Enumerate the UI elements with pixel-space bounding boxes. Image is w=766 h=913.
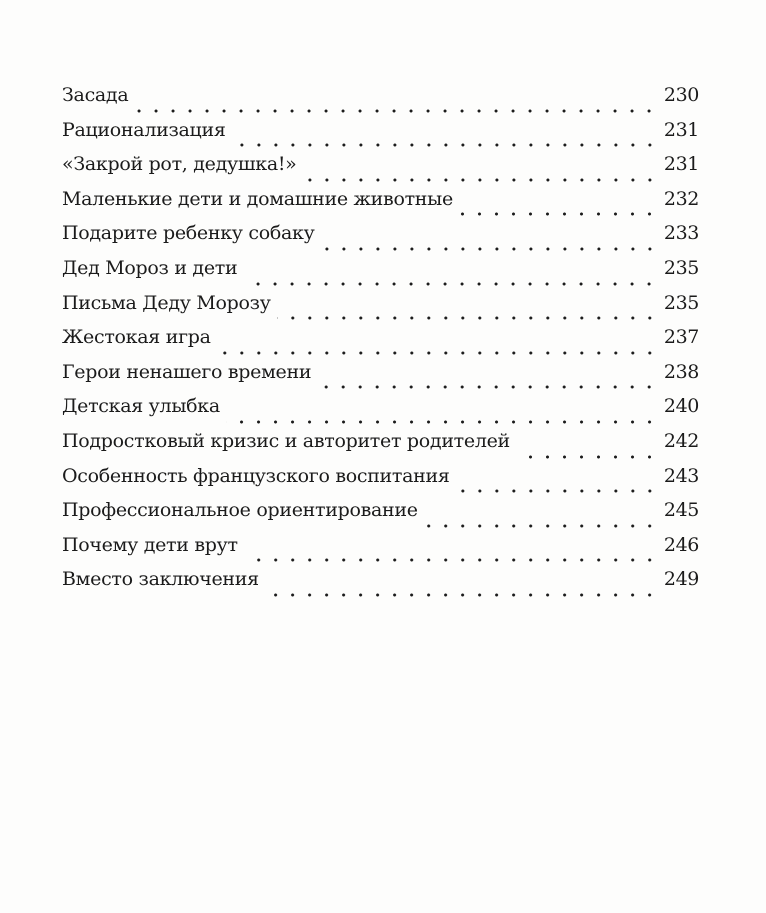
toc-entry-page: 231: [663, 153, 699, 176]
toc-dot-leader: [424, 524, 658, 528]
toc-entry: [62, 568, 699, 603]
toc-dot-leader: [277, 316, 658, 320]
toc-entry: [62, 465, 699, 500]
toc-entry: [62, 361, 699, 396]
toc-entry-page: 235: [663, 256, 699, 279]
toc-dot-leader: [459, 212, 658, 216]
toc-dot-leader: [226, 420, 658, 424]
toc-entry-page: 232: [663, 187, 699, 210]
table-of-contents: [62, 84, 699, 603]
toc-entry-page: 235: [663, 291, 699, 314]
toc-entry-title: Письма Деду Морозу: [62, 291, 271, 314]
toc-dot-leader: [317, 385, 658, 389]
toc-entry: [62, 84, 699, 119]
toc-entry-page: 243: [663, 464, 699, 487]
toc-entry-page: 237: [663, 326, 699, 349]
toc-dot-leader: [244, 558, 658, 562]
toc-dot-leader: [265, 593, 658, 597]
toc-entry-page: 233: [663, 222, 699, 245]
toc-dot-leader: [321, 247, 658, 251]
toc-entry-title: Почему дети врут: [62, 533, 238, 556]
toc-entry-page: 240: [663, 395, 699, 418]
toc-entry-page: 249: [663, 568, 699, 591]
toc-entry-title: Подростковый кризис и авторитет родителей: [62, 429, 510, 452]
toc-entry-title: Детская улыбка: [62, 395, 220, 418]
toc-entry-title: Маленькие дети и домашние животные: [62, 187, 453, 210]
toc-entry-title: Рационализация: [62, 118, 226, 141]
toc-entry: [62, 534, 699, 569]
toc-entry-page: 231: [663, 118, 699, 141]
toc-entry-title: Подарите ребенку собаку: [62, 222, 315, 245]
toc-dot-leader: [232, 143, 658, 147]
toc-entry: [62, 395, 699, 430]
toc-dot-leader: [456, 489, 658, 493]
toc-entry-page: 242: [663, 429, 699, 452]
toc-entry-title: Жестокая игра: [62, 326, 211, 349]
toc-entry: [62, 153, 699, 188]
toc-entry-title: Засада: [62, 84, 129, 106]
toc-entry-title: Дед Мороз и дети: [62, 256, 238, 279]
toc-entry-page: 230: [663, 84, 699, 106]
toc-entry: [62, 188, 699, 223]
toc-entry-title: Профессиональное ориентирование: [62, 499, 418, 522]
toc-dot-leader: [243, 282, 658, 286]
toc-entry: [62, 292, 699, 327]
toc-entry: [62, 257, 699, 292]
toc-entry-page: 246: [663, 533, 699, 556]
toc-entry-title: Особенность французского воспитания: [62, 464, 450, 487]
toc-entry-page: 238: [663, 360, 699, 383]
toc-entry-page: 245: [663, 499, 699, 522]
toc-dot-leader: [217, 351, 658, 355]
toc-entry-title: Вместо заключения: [62, 568, 259, 591]
toc-entry: [62, 119, 699, 154]
toc-entry: [62, 222, 699, 257]
toc-entry-title: Герои ненашего времени: [62, 360, 312, 383]
toc-entry-title: «Закрой рот, дедушка!»: [62, 153, 297, 176]
toc-dot-leader: [516, 455, 658, 459]
toc-entry: [62, 326, 699, 361]
toc-dot-leader: [134, 109, 658, 113]
toc-dot-leader: [303, 178, 658, 182]
toc-entry: [62, 430, 699, 465]
toc-entry: [62, 499, 699, 534]
